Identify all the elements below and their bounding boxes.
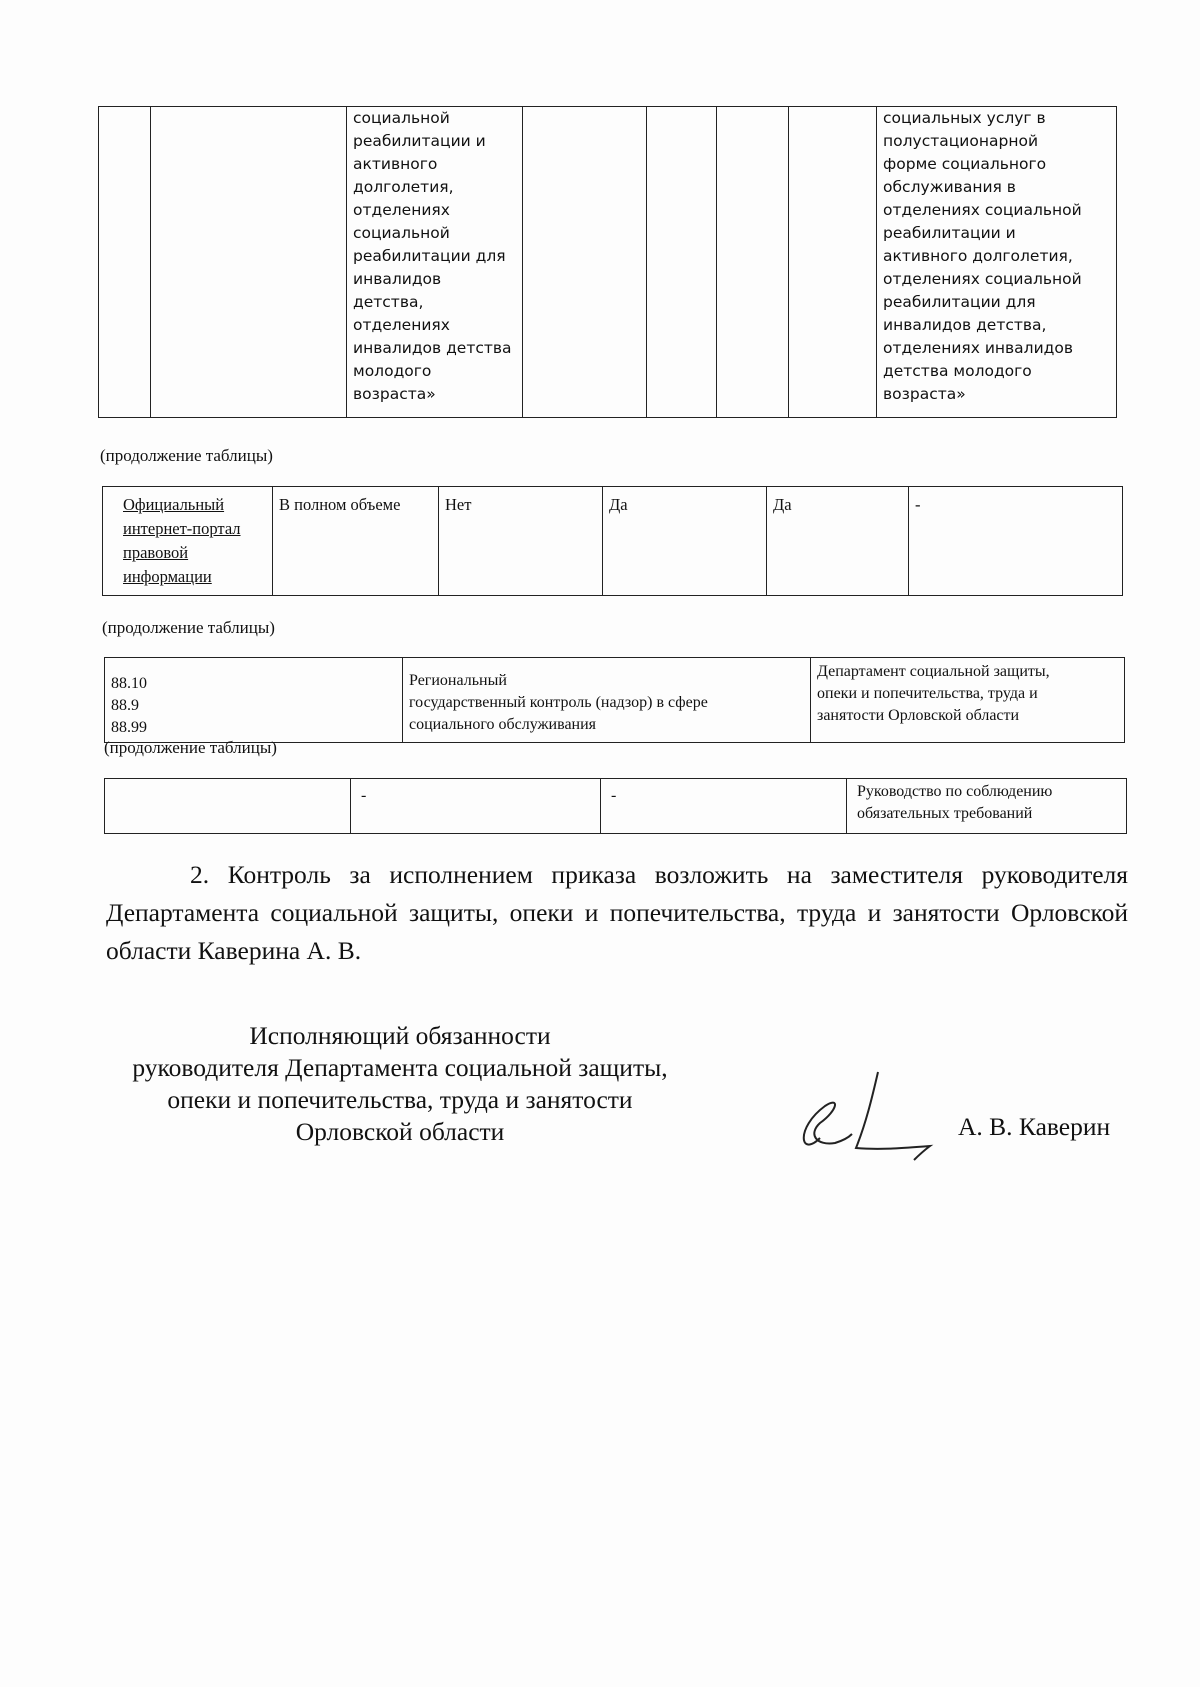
signatory-title-line: опеки и попечительства, труда и занятости (167, 1085, 633, 1114)
table1-cell-5 (647, 107, 717, 418)
table3-control-line: социального обслуживания (409, 716, 597, 733)
signatory-title-line: Исполняющий обязанности (249, 1021, 551, 1050)
table1-col8-line: реабилитации для (883, 293, 1036, 311)
table3-cell-codes (105, 658, 403, 743)
table1-cell-1 (99, 107, 151, 418)
signatory-title (100, 1020, 700, 1148)
signatory-title-line: Орловской области (295, 1117, 505, 1146)
continuation-table-part-1 (98, 106, 1117, 418)
table-continuation-label: (продолжение таблицы) (104, 738, 277, 757)
table1-cell-8 (877, 107, 1117, 418)
table3-code: 88.99 (111, 719, 147, 736)
signatory-title-line: руководителя Департамента социальной защиты, (132, 1053, 668, 1082)
table3-authority-line: опеки и попечительства, труда и (817, 685, 1038, 702)
table1-col8-line: детства молодого (883, 362, 1032, 380)
table1-col8-line: отделениях инвалидов (883, 339, 1073, 357)
table2-cell-4: Да (603, 487, 767, 596)
table2-cell-3: Нет (439, 487, 603, 596)
table1-cell-6 (717, 107, 789, 418)
table1-col8-line: форме социального (883, 155, 1047, 173)
table-continuation-label: (продолжение таблицы) (100, 446, 273, 465)
handwritten-signature (790, 1068, 940, 1168)
table1-col8-line: реабилитации и (883, 224, 1016, 242)
table3-cell-control-type (403, 658, 811, 743)
table1-col8-line: социальных услуг в (883, 109, 1046, 127)
table1-col8-line: отделениях социальной (883, 201, 1082, 219)
table1-col3-line: социальной (353, 109, 450, 127)
signatory-name: А. В. Каверин (958, 1112, 1111, 1141)
table1-col8-line: возраста» (883, 385, 966, 403)
table2-cell-6: - (909, 487, 1123, 596)
table1-cell-2 (151, 107, 347, 418)
table3-code: 88.9 (111, 697, 139, 714)
table1-col3-line: реабилитации и (353, 132, 486, 150)
table4-cell-1 (105, 779, 351, 834)
table1-col3-line: активного (353, 155, 438, 173)
table1-col3-line: отделениях (353, 316, 450, 334)
table-continuation-label: (продолжение таблицы) (102, 618, 275, 637)
continuation-table-part-2 (102, 486, 1123, 596)
table3-control-line: государственный контроль (надзор) в сфере (409, 694, 708, 711)
table1-col8-line: отделениях социальной (883, 270, 1082, 288)
table1-col3-line: молодого (353, 362, 432, 380)
continuation-table-part-3 (104, 657, 1125, 743)
table1-col8-line: активного долголетия, (883, 247, 1073, 265)
table1-col3-line: инвалидов (353, 270, 442, 288)
table3-authority-line: Департамент социальной защиты, (817, 663, 1050, 680)
table1-cell-4 (523, 107, 647, 418)
table1-col3-line: инвалидов детства (353, 339, 512, 357)
table1-col3-line: возраста» (353, 385, 436, 403)
table3-authority-line: занятости Орловской области (817, 707, 1020, 724)
table1-col3-line: отделениях (353, 201, 450, 219)
continuation-table-part-4 (104, 778, 1127, 834)
table2-cell-scope: В полном объеме (273, 487, 439, 596)
table2-cell-source: Официальный интернет-портал правовой информации (103, 487, 273, 596)
table1-col8-line: обслуживания в (883, 178, 1016, 196)
table4-cell-guidance: Руководство по соблюдению обязательных требований (847, 779, 1127, 834)
table1-col8-line: полустационарной (883, 132, 1039, 150)
order-clause-2: 2. Контроль за исполнением приказа возложить на заместителя руководителя Департамента социальной защиты, опеки и попечительства, труда и занятости Орловской области Каверина А. В. (106, 860, 1128, 965)
table3-code: 88.10 (111, 675, 147, 692)
table2-cell-5: Да (767, 487, 909, 596)
table1-col3-line: социальной (353, 224, 450, 242)
table1-col3-line: реабилитации для (353, 247, 506, 265)
table4-cell-3: - (601, 779, 847, 834)
table3-cell-authority (811, 658, 1125, 743)
table1-col3-line: детства, (353, 293, 424, 311)
table4-cell-2: - (351, 779, 601, 834)
table1-cell-7 (789, 107, 877, 418)
table1-cell-3 (347, 107, 523, 418)
table1-col8-line: инвалидов детства, (883, 316, 1047, 334)
table1-col3-line: долголетия, (353, 178, 454, 196)
table3-control-line: Региональный (409, 672, 507, 689)
